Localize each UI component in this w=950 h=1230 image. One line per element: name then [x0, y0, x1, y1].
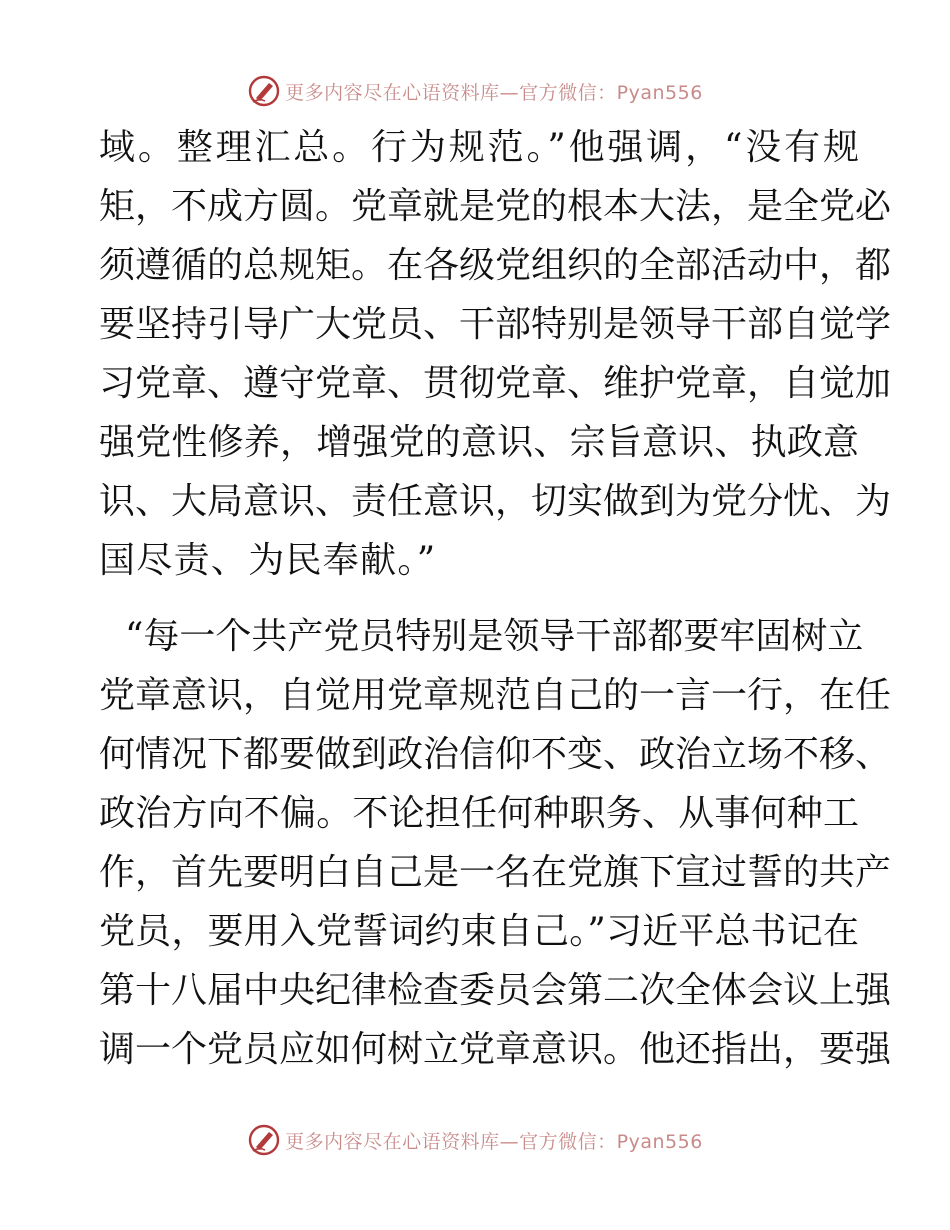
paragraph — [99, 607, 892, 1079]
text-line: “每一个共产党员特别是领导干部都要牢固树立 — [125, 616, 864, 657]
text-line: 政治方向不偏。不论担任何种职务、从事何种工 — [99, 793, 859, 834]
pen-logo-icon — [247, 74, 281, 108]
paragraph — [99, 118, 892, 590]
text-line: 党员，要用入党誓词约束自己。”习近平总书记在 — [99, 911, 859, 952]
text-line: 识、大局意识、责任意识，切实做到为党分忧、为 — [99, 481, 892, 522]
footer-banner-text: 更多内容尽在心语资料库—官方微信：Pyan556 — [285, 1130, 703, 1153]
text-line: 作，首先要明白自己是一名在党旗下宣过誓的共产 — [99, 852, 892, 893]
text-line: 强党性修养，增强党的意识、宗旨意识、执政意 — [99, 422, 859, 463]
text-line: 矩，不成方圆。党章就是党的根本大法，是全党必 — [99, 186, 892, 227]
text-line: 第十八届中央纪律检查委员会第二次全体会议上强 — [99, 970, 892, 1011]
document-body — [99, 118, 892, 1079]
text-line: 何情况下都要做到政治信仰不变、政治立场不移、 — [99, 734, 892, 775]
header-banner-text: 更多内容尽在心语资料库—官方微信：Pyan556 — [285, 81, 703, 104]
footer-banner — [0, 1120, 950, 1160]
text-line: 调一个党员应如何树立党章意识。他还指出，要强 — [99, 1029, 892, 1070]
text-line: 须遵循的总规矩。在各级党组织的全部活动中，都 — [99, 245, 892, 286]
header-banner — [0, 71, 950, 111]
text-line: 习党章、遵守党章、贯彻党章、维护党章，自觉加 — [99, 363, 892, 404]
text-line: 域。整理汇总。行为规范。”他强调，“没有规 — [99, 127, 859, 168]
text-line: 要坚持引导广大党员、干部特别是领导干部自觉学 — [99, 304, 892, 345]
text-line: 国尽责、为民奉献。” — [99, 540, 437, 581]
text-line: 党章意识，自觉用党章规范自己的一言一行，在任 — [99, 675, 892, 716]
pen-logo-icon — [247, 1123, 281, 1157]
